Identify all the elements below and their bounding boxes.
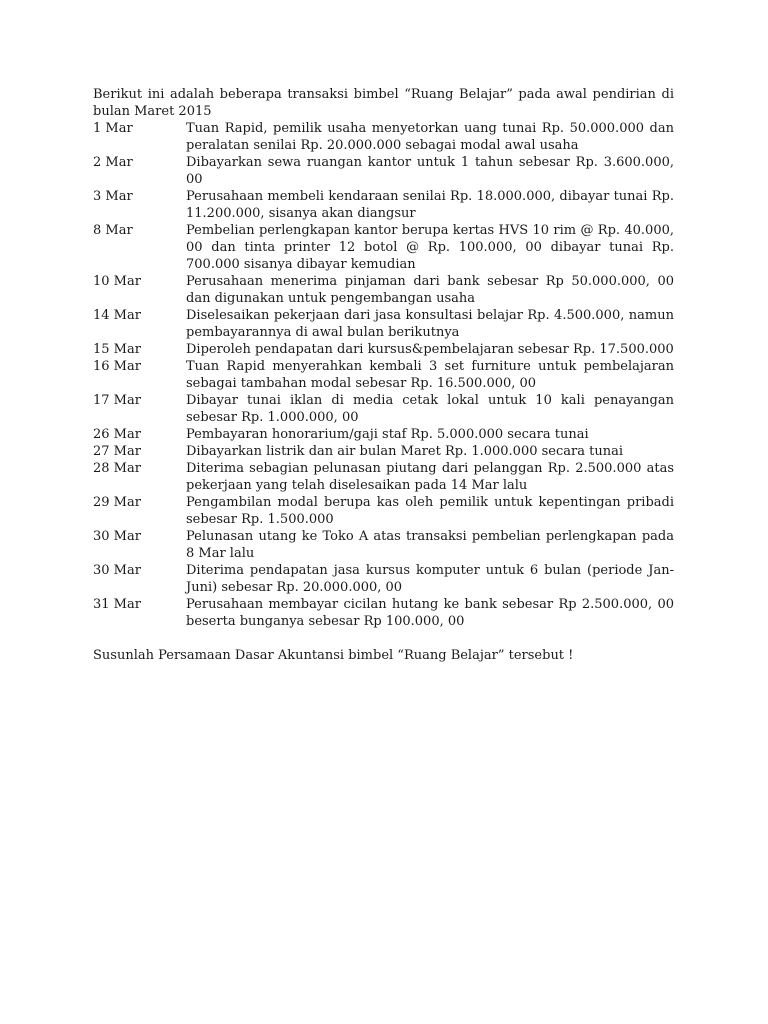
transaction-row <box>93 341 674 358</box>
transaction-list <box>93 120 674 630</box>
transaction-row <box>93 562 674 596</box>
transaction-date: 2 Mar <box>93 155 133 170</box>
transaction-description: Dibayarkan sewa ruangan kantor untuk 1 tahun sebesar Rp. 3.600.000, 00 <box>186 155 674 187</box>
transaction-row <box>93 188 674 222</box>
transaction-date: 8 Mar <box>93 223 133 238</box>
transaction-date: 29 Mar <box>93 495 141 510</box>
transaction-description: Diterima sebagian pelunasan piutang dari pelanggan Rp. 2.500.000 atas pekerjaan yang telah diselesaikan pada 14 Mar lalu <box>186 461 674 493</box>
transaction-date: 28 Mar <box>93 461 141 476</box>
transaction-date: 14 Mar <box>93 308 141 323</box>
transaction-row <box>93 392 674 426</box>
transaction-description: Dibayar tunai iklan di media cetak lokal untuk 10 kali penayangan sebesar Rp. 1.000.000, 00 <box>186 393 674 425</box>
transaction-date: 30 Mar <box>93 529 141 544</box>
transaction-date: 16 Mar <box>93 359 141 374</box>
transaction-description: Pembayaran honorarium/gaji staf Rp. 5.000.000 secara tunai <box>186 427 589 442</box>
transaction-date: 26 Mar <box>93 427 141 442</box>
intro-paragraph: Berikut ini adalah beberapa transaksi bimbel “Ruang Belajar” pada awal pendirian di bulan Maret 2015 <box>93 87 674 119</box>
transaction-row <box>93 426 674 443</box>
transaction-row <box>93 120 674 154</box>
transaction-description: Perusahaan membeli kendaraan senilai Rp. 18.000.000, dibayar tunai Rp. 11.200.000, sisanya akan diangsur <box>186 189 674 221</box>
transaction-description: Diterima pendapatan jasa kursus komputer untuk 6 bulan (periode Jan-Juni) sebesar Rp. 20.000.000, 00 <box>186 563 674 595</box>
transaction-description: Tuan Rapid, pemilik usaha menyetorkan uang tunai Rp. 50.000.000 dan peralatan senilai Rp. 20.000.000 sebagai modal awal usaha <box>186 121 674 153</box>
transaction-date: 27 Mar <box>93 444 141 459</box>
document-page <box>93 86 674 664</box>
transaction-row <box>93 307 674 341</box>
transaction-row <box>93 358 674 392</box>
transaction-date: 1 Mar <box>93 121 133 136</box>
transaction-date: 30 Mar <box>93 563 141 578</box>
transaction-row <box>93 154 674 188</box>
transaction-date: 31 Mar <box>93 597 141 612</box>
transaction-description: Diselesaikan pekerjaan dari jasa konsultasi belajar Rp. 4.500.000, namun pembayarannya di awal bulan berikutnya <box>186 308 674 340</box>
instruction-paragraph: Susunlah Persamaan Dasar Akuntansi bimbel “Ruang Belajar” tersebut ! <box>93 648 574 663</box>
transaction-row <box>93 443 674 460</box>
transaction-description: Dibayarkan listrik dan air bulan Maret Rp. 1.000.000 secara tunai <box>186 444 623 459</box>
transaction-row <box>93 222 674 273</box>
transaction-date: 3 Mar <box>93 189 133 204</box>
transaction-description: Tuan Rapid menyerahkan kembali 3 set furniture untuk pembelajaran sebagai tambahan modal sebesar Rp. 16.500.000, 00 <box>186 359 674 391</box>
transaction-description: Pengambilan modal berupa kas oleh pemilik untuk kepentingan pribadi sebesar Rp. 1.500.000 <box>186 495 674 527</box>
transaction-description: Perusahaan membayar cicilan hutang ke bank sebesar Rp 2.500.000, 00 beserta bunganya sebesar Rp 100.000, 00 <box>186 597 674 629</box>
transaction-row <box>93 273 674 307</box>
transaction-date: 17 Mar <box>93 393 141 408</box>
transaction-row <box>93 596 674 630</box>
transaction-date: 10 Mar <box>93 274 141 289</box>
transaction-row <box>93 460 674 494</box>
transaction-row <box>93 494 674 528</box>
transaction-description: Pembelian perlengkapan kantor berupa kertas HVS 10 rim @ Rp. 40.000, 00 dan tinta printer 12 botol @ Rp. 100.000, 00 dibayar tunai Rp. 700.000 sisanya dibayar kemudian <box>186 223 674 272</box>
transaction-description: Pelunasan utang ke Toko A atas transaksi pembelian perlengkapan pada 8 Mar lalu <box>186 529 674 561</box>
transaction-row <box>93 528 674 562</box>
transaction-description: Perusahaan menerima pinjaman dari bank sebesar Rp 50.000.000, 00 dan digunakan untuk pengembangan usaha <box>186 274 674 306</box>
transaction-date: 15 Mar <box>93 342 141 357</box>
transaction-description: Diperoleh pendapatan dari kursus&pembelajaran sebesar Rp. 17.500.000 <box>186 342 674 357</box>
